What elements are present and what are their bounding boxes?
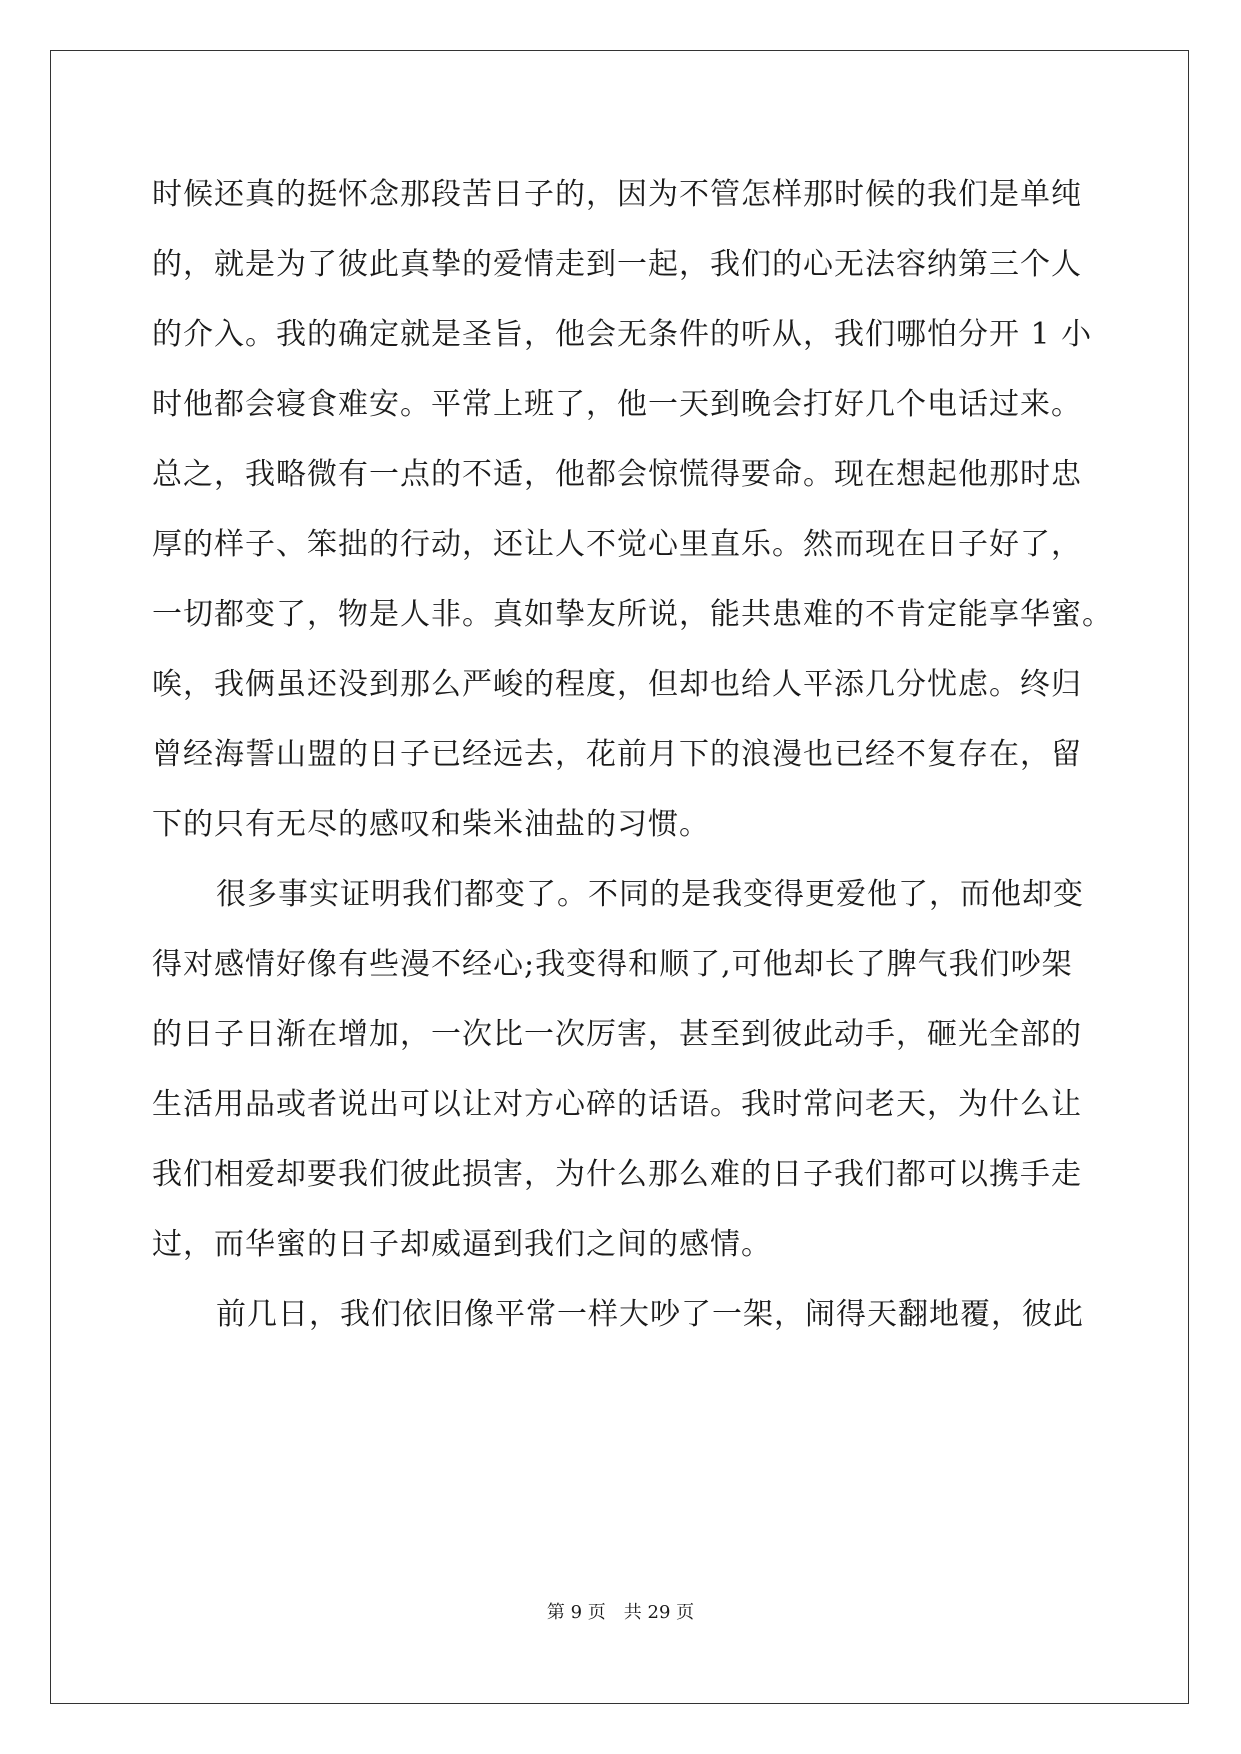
text-line: 的，就是为了彼此真挚的爱情走到一起，我们的心无法容纳第三个人	[152, 247, 1082, 282]
text-line: 厚的样子、笨拙的行动，还让人不觉心里直乐。然而现在日子好了，	[152, 527, 1082, 562]
page-footer	[0, 1598, 1241, 1624]
text-line: 曾经海誓山盟的日子已经远去，花前月下的浪漫也已经不复存在，留	[152, 737, 1082, 772]
text-line: 总之，我略微有一点的不适，他都会惊慌得要命。现在想起他那时忠	[152, 457, 1082, 492]
page-total: 共 29 页	[623, 1602, 695, 1623]
text-line: 下的只有无尽的感叹和柴米油盐的习惯。	[152, 807, 710, 842]
text-line: 的介入。我的确定就是圣旨，他会无条件的听从，我们哪怕分开 1 小	[152, 317, 1093, 352]
paragraph-start-line: 前几日，我们依旧像平常一样大吵了一架，闹得天翻地覆，彼此	[216, 1297, 1084, 1332]
paragraph-start-line: 很多事实证明我们都变了。不同的是我变得更爱他了，而他却变	[216, 877, 1084, 912]
page-number: 第 9 页	[546, 1602, 606, 1623]
body-text	[152, 160, 1113, 1350]
text-line: 时他都会寝食难安。平常上班了，他一天到晚会打好几个电话过来。	[152, 387, 1082, 422]
text-line: 唉，我俩虽还没到那么严峻的程度，但却也给人平添几分忧虑。终归	[152, 667, 1082, 702]
text-line: 得对感情好像有些漫不经心;我变得和顺了,可他却长了脾气我们吵架	[152, 947, 1073, 982]
text-line: 生活用品或者说出可以让对方心碎的话语。我时常问老天，为什么让	[152, 1087, 1082, 1122]
text-line: 的日子日渐在增加，一次比一次厉害，甚至到彼此动手，砸光全部的	[152, 1017, 1082, 1052]
text-line: 一切都变了，物是人非。真如挚友所说，能共患难的不肯定能享华蜜。	[152, 597, 1113, 632]
text-line: 我们相爱却要我们彼此损害，为什么那么难的日子我们都可以携手走	[152, 1157, 1082, 1192]
text-line: 时候还真的挺怀念那段苦日子的，因为不管怎样那时候的我们是单纯	[152, 177, 1082, 212]
text-line: 过，而华蜜的日子却威逼到我们之间的感情。	[152, 1227, 772, 1262]
